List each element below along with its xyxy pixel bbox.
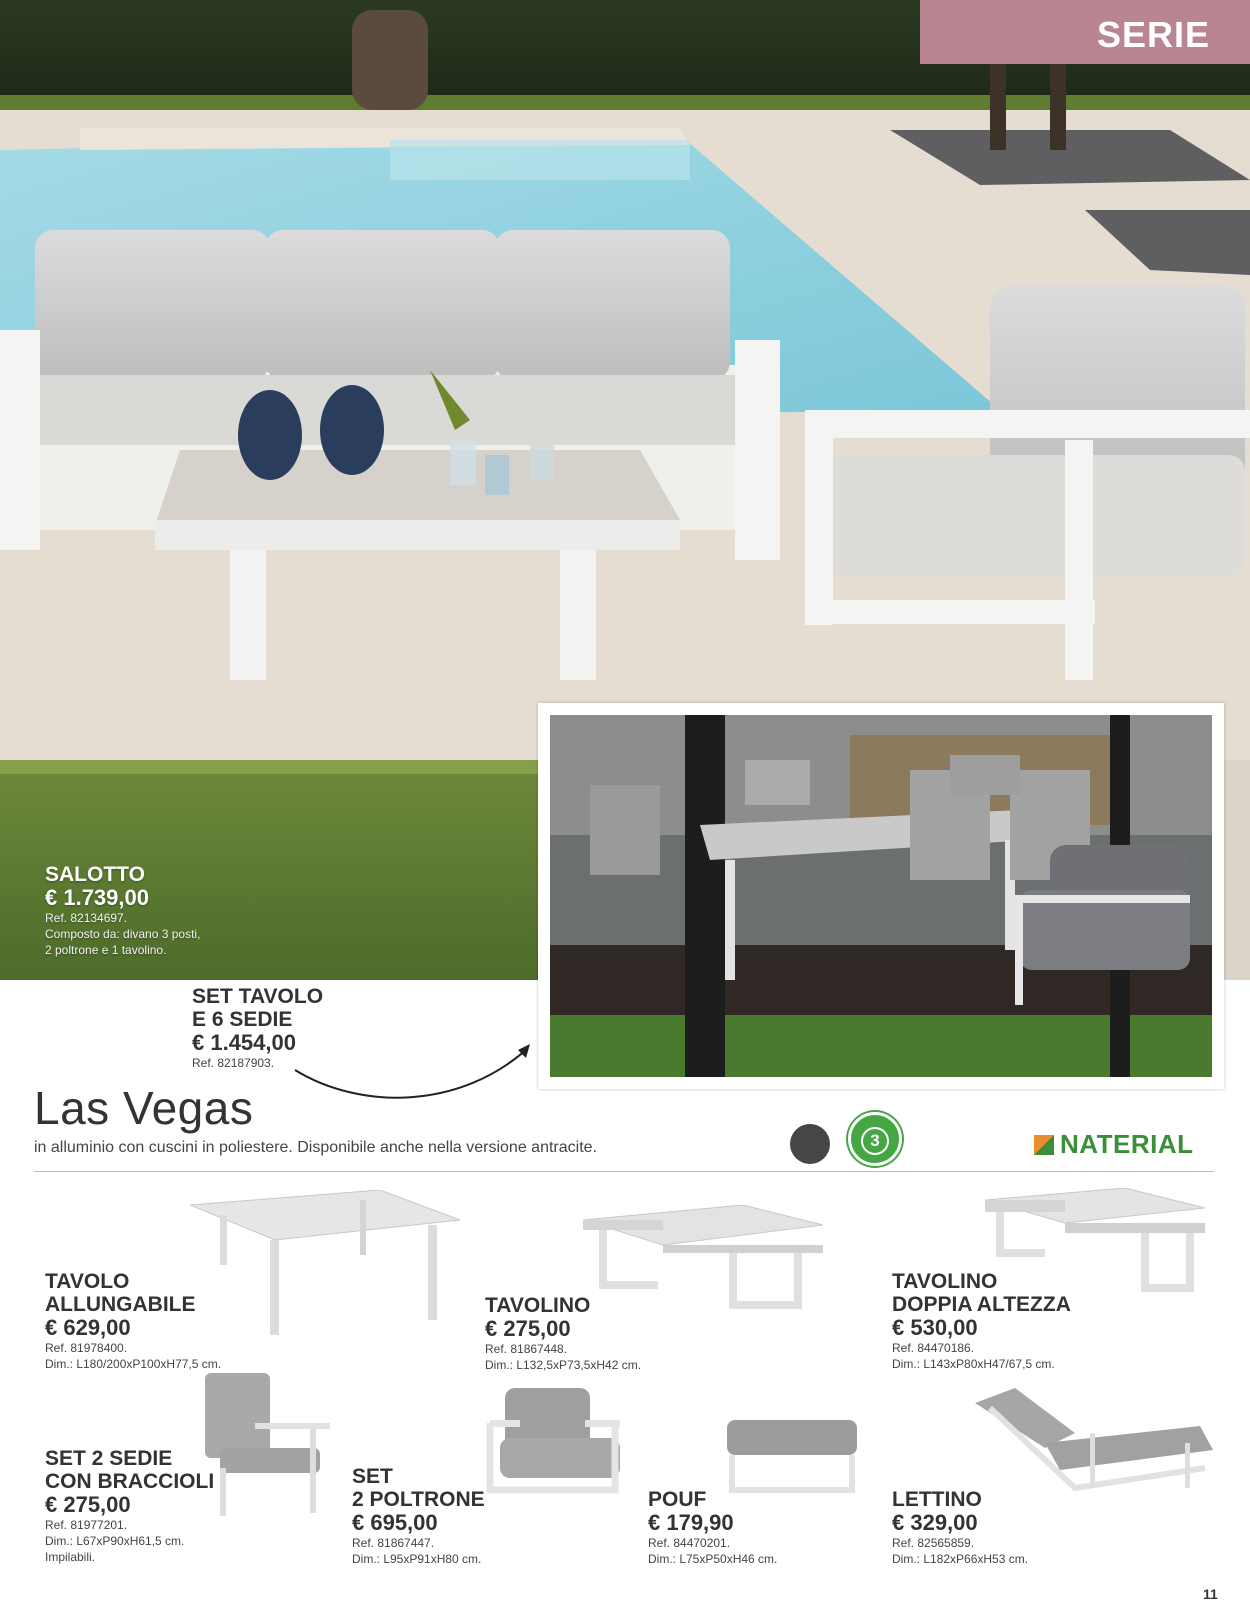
product-title: 2 POLTRONE [352, 1488, 485, 1511]
guarantee-badge [848, 1112, 902, 1166]
product-ref: Ref. 82187903. [192, 1056, 275, 1070]
product-dimensions: Dim.: L182xP66xH53 cm. [892, 1552, 1029, 1566]
product-price: € 695,00 [352, 1510, 438, 1535]
product-title: TAVOLINO [485, 1294, 591, 1317]
product-title: SALOTTO [45, 863, 145, 886]
product-card [45, 1270, 221, 1372]
product-title: SET [352, 1465, 393, 1488]
product-ref: Ref. 81867447. [352, 1536, 435, 1550]
product-card [892, 1270, 1071, 1372]
naterial-logo-icon [1034, 1135, 1054, 1155]
product-card [485, 1294, 641, 1373]
product-price: € 1.739,00 [45, 885, 149, 910]
product-card [892, 1488, 1028, 1567]
product-description: 2 poltrone e 1 tavolino. [45, 943, 167, 957]
product-title: CON BRACCIOLI [45, 1470, 215, 1493]
product-card [352, 1465, 485, 1567]
product-ref: Ref. 81977201. [45, 1518, 128, 1532]
product-title: LETTINO [892, 1488, 982, 1511]
armchair-dining-image [200, 1368, 335, 1518]
lounge-armchair-image [485, 1378, 635, 1498]
product-title: E 6 SEDIE [192, 1008, 293, 1031]
product-title: DOPPIA ALTEZZA [892, 1293, 1071, 1316]
product-card [648, 1488, 777, 1567]
salotto-info [45, 863, 200, 958]
extendable-table-image [190, 1190, 465, 1340]
product-title: ALLUNGABILE [45, 1293, 196, 1316]
series-title: Las Vegas [34, 1082, 254, 1134]
product-price: € 530,00 [892, 1315, 978, 1340]
brand-name: NATERIAL [1060, 1129, 1194, 1159]
product-price: € 329,00 [892, 1510, 978, 1535]
product-price: € 179,90 [648, 1510, 734, 1535]
product-dimensions: Dim.: L132,5xP73,5xH42 cm. [485, 1358, 642, 1372]
section-tab: SERIE [920, 0, 1250, 64]
product-ref: Ref. 84470186. [892, 1341, 975, 1355]
product-ref: Ref. 82565859. [892, 1536, 975, 1550]
divider [34, 1171, 1214, 1172]
product-price: € 275,00 [45, 1492, 131, 1517]
product-price: € 629,00 [45, 1315, 131, 1340]
product-ref: Ref. 81978400. [45, 1341, 128, 1355]
inset-photo-frame [538, 703, 1224, 1089]
product-card [45, 1447, 214, 1565]
product-ref: Ref. 84470201. [648, 1536, 731, 1550]
product-ref: Ref. 82134697. [45, 911, 128, 925]
page-number: 11 [1203, 1586, 1218, 1602]
series-description: in alluminio con cuscini in poliestere. Disponibile anche nella versione antracite. [34, 1139, 597, 1156]
product-title: TAVOLINO [892, 1270, 998, 1293]
product-price: € 275,00 [485, 1316, 571, 1341]
product-dimensions: Dim.: L180/200xP100xH77,5 cm. [45, 1357, 222, 1371]
color-swatch [790, 1124, 830, 1164]
product-dimensions: Dim.: L75xP50xH46 cm. [648, 1552, 778, 1566]
product-description: Composto da: divano 3 posti, [45, 927, 201, 941]
product-note: Impilabili. [45, 1550, 96, 1564]
dining-set-scene [550, 715, 1212, 1077]
sun-lounger-image [975, 1388, 1215, 1498]
product-dimensions: Dim.: L95xP91xH80 cm. [352, 1552, 482, 1566]
pointer-arrow-icon [290, 1040, 540, 1105]
product-title: SET TAVOLO [192, 985, 324, 1008]
product-ref: Ref. 81867448. [485, 1342, 568, 1356]
product-title: SET 2 SEDIE [45, 1447, 173, 1470]
product-title: POUF [648, 1488, 707, 1511]
product-price: € 1.454,00 [192, 1030, 296, 1055]
guarantee-years: 3 [861, 1127, 889, 1155]
product-dimensions: Dim.: L67xP90xH61,5 cm. [45, 1534, 185, 1548]
product-title: TAVOLO [45, 1270, 130, 1293]
pouf-image [722, 1415, 862, 1495]
product-dimensions: Dim.: L143xP80xH47/67,5 cm. [892, 1357, 1055, 1371]
